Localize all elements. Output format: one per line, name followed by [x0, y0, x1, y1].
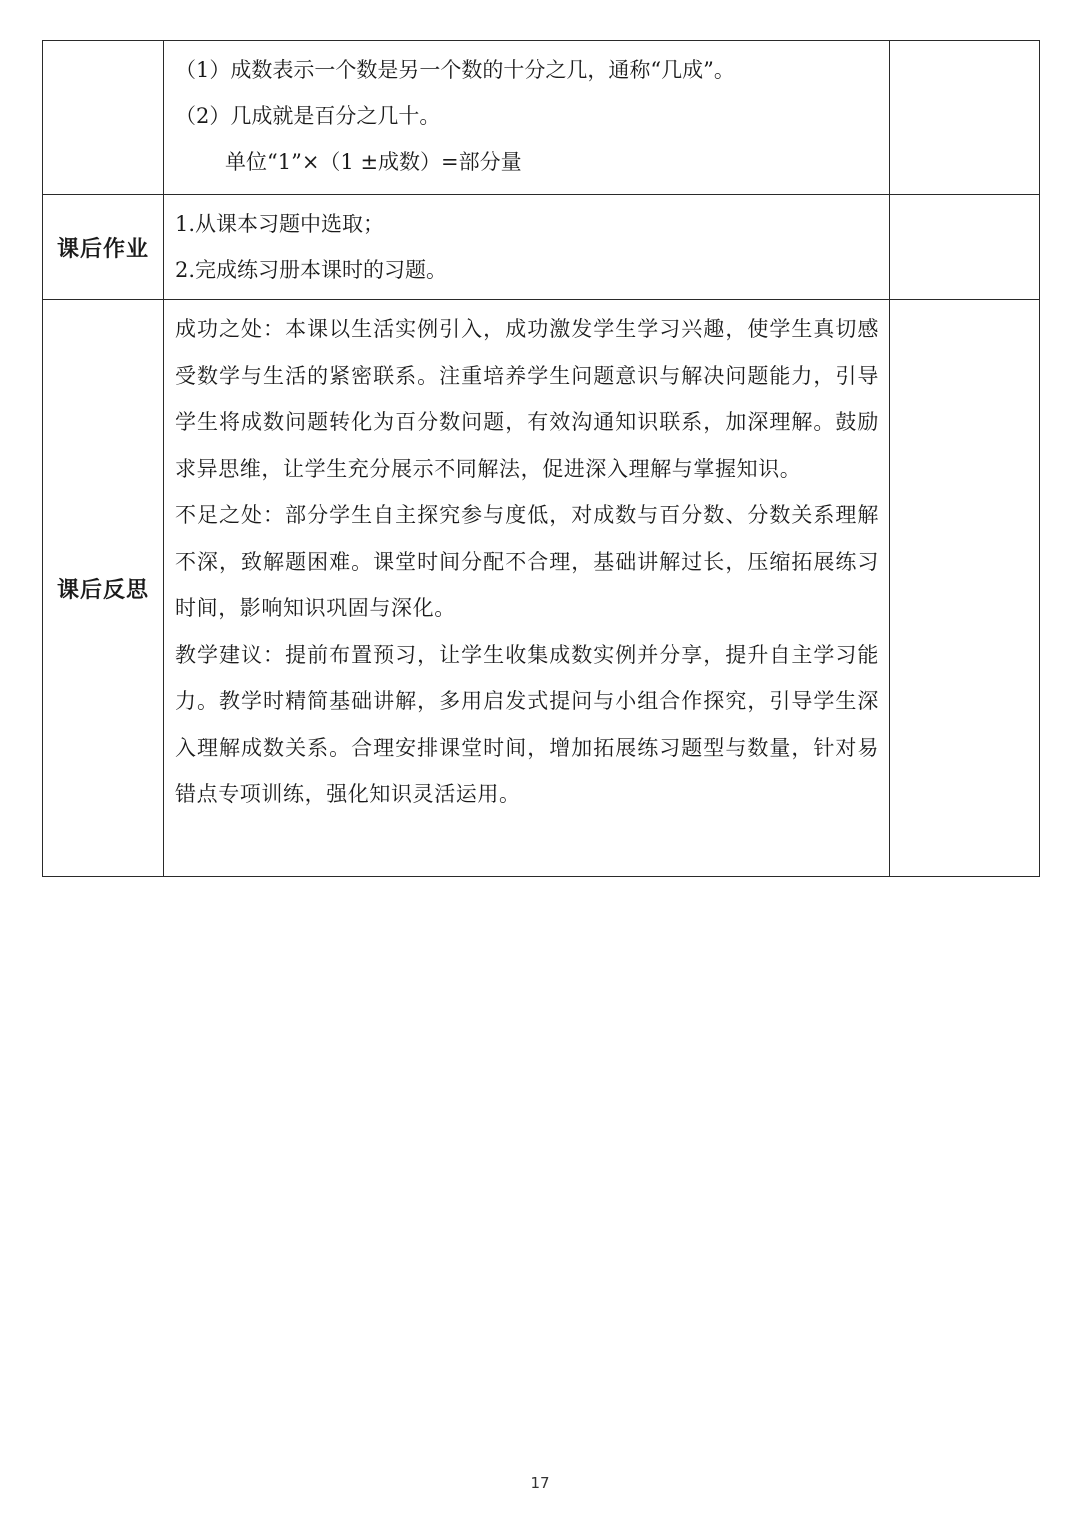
table-row-reflection	[43, 300, 1040, 877]
table-row-homework	[43, 195, 1040, 300]
formula-line: 单位“1”×（1 ±成数）=部分量	[225, 150, 522, 174]
key-point-1: （1）成数表示一个数是另一个数的十分之几，通称“几成”。	[175, 58, 735, 82]
homework-item-1: 1.从课本习题中选取；	[175, 212, 385, 236]
reflection-suggestions: 教学建议：提前布置预习，让学生收集成数实例并分享，提升自主学习能力。教学时精简基础讲解，多用启发式提问与小组合作探究，引导学生深入理解成数关系。合理安排课堂时间，增加拓展练习题型与数量，针对易错点专项训练，强化知识灵活运用。	[175, 642, 879, 806]
reflection-successes: 成功之处：本课以生活实例引入，成功激发学生学习兴趣，使学生真切感受数学与生活的紧密联系。注重培养学生问题意识与解决问题能力，引导学生将成数问题转化为百分数问题，有效沟通知识联系，加深理解。鼓励求异思维，让学生充分展示不同解法，促进深入理解与掌握知识。	[175, 317, 879, 481]
notes-cell-3	[890, 300, 1040, 877]
reflection-label: 课后反思	[43, 300, 164, 877]
notes-cell-1	[890, 41, 1040, 195]
homework-label: 课后作业	[43, 195, 164, 300]
notes-cell-2	[890, 195, 1040, 300]
table-row-key-points	[43, 41, 1040, 195]
page-number: 17	[530, 1474, 550, 1492]
key-points-cell	[164, 41, 890, 195]
homework-item-2: 2.完成练习册本课时的习题。	[175, 258, 448, 282]
key-point-2: （2）几成就是百分之几十。	[175, 104, 441, 128]
homework-cell	[164, 195, 890, 300]
lesson-plan-table	[42, 40, 1040, 877]
reflection-cell	[164, 300, 890, 877]
reflection-shortcomings: 不足之处：部分学生自主探究参与度低，对成数与百分数、分数关系理解不深，致解题困难。课堂时间分配不合理，基础讲解过长，压缩拓展练习时间，影响知识巩固与深化。	[175, 503, 879, 620]
row-label-empty	[43, 41, 164, 195]
